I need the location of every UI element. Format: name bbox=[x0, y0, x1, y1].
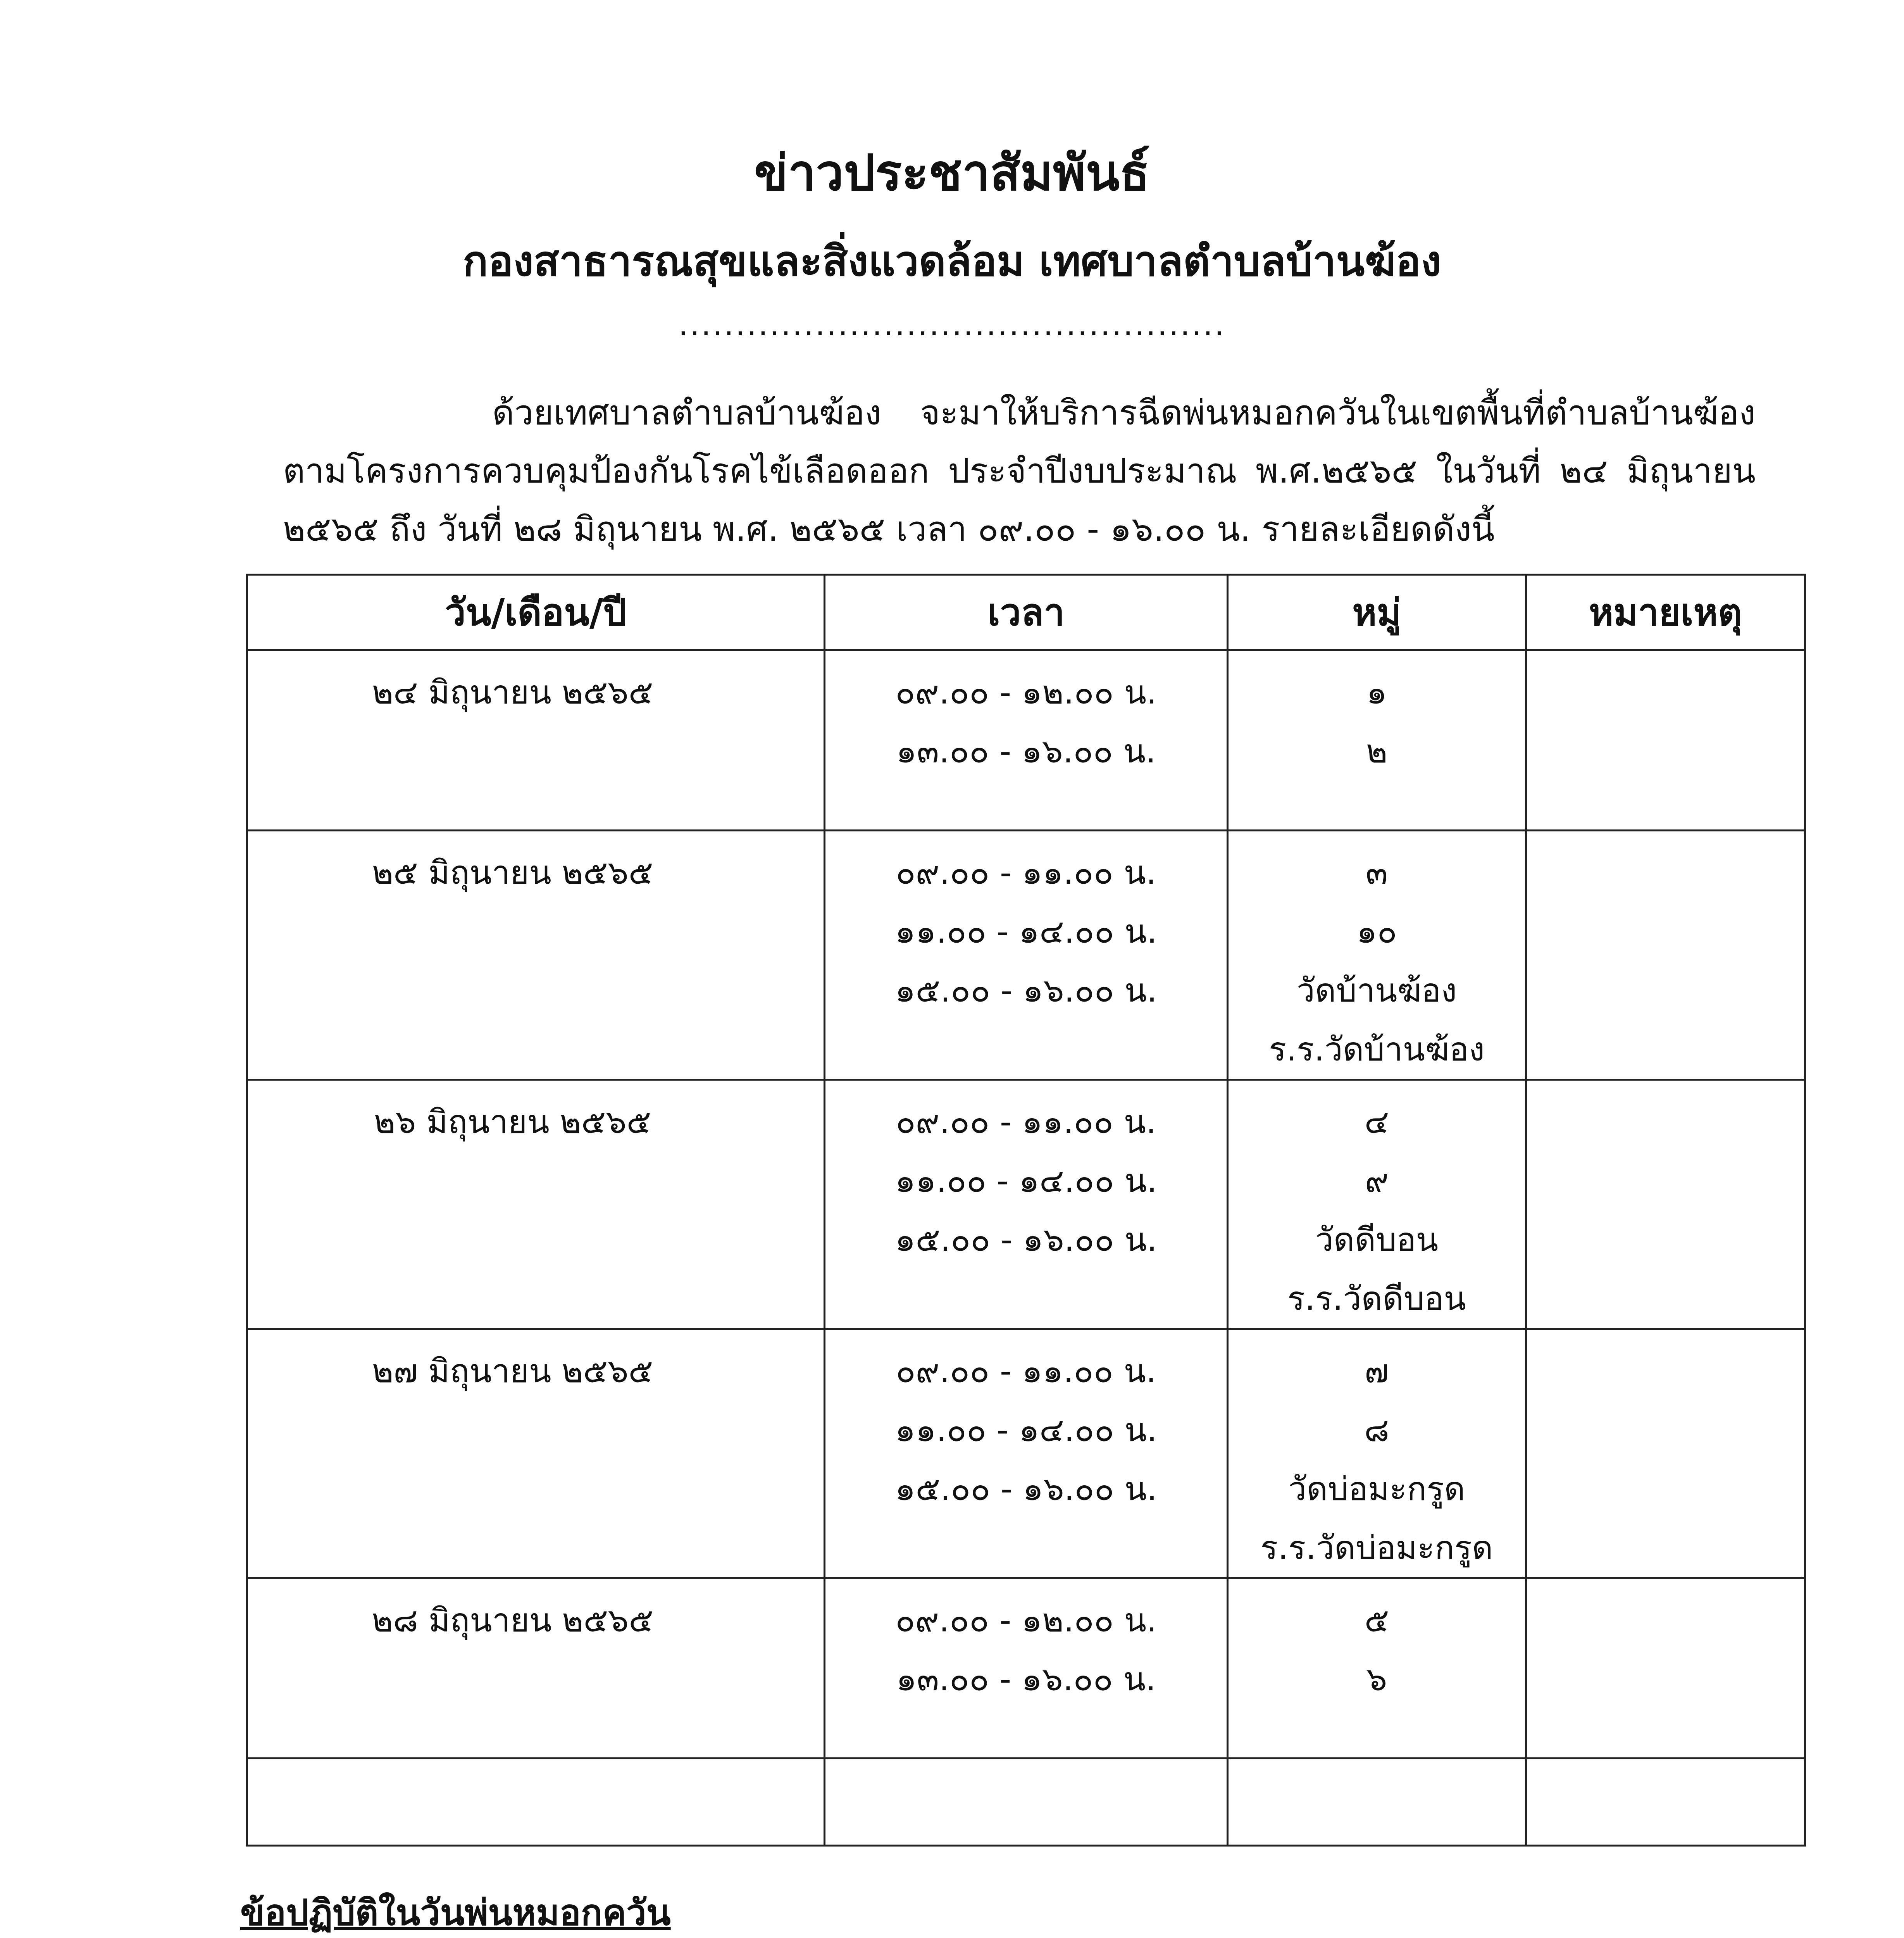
date-text: ๒๘ มิถุนายน ๒๕๖๕ bbox=[372, 1601, 653, 1639]
time-cell bbox=[825, 1080, 1228, 1329]
moo-entry: ๔ bbox=[1364, 1103, 1389, 1141]
moo-cell bbox=[1228, 1578, 1526, 1759]
intro-line-2: ตามโครงการควบคุมป้องกันโรคไข้เลือดออก ประจำปีงบประมาณ พ.ศ.๒๕๖๕ ในวันที่ ๒๔ มิถุนายน bbox=[283, 451, 1756, 491]
moo-entry: ๕ bbox=[1364, 1601, 1389, 1639]
moo-entry: ๑ bbox=[1366, 673, 1387, 711]
time-slot: ๑๕.๐๐ - ๑๖.๐๐ น. bbox=[895, 971, 1157, 1009]
time-slot: ๐๙.๐๐ - ๑๒.๐๐ น. bbox=[895, 673, 1157, 711]
intro-line-1: ด้วยเทศบาลตำบลบ้านฆ้อง จะมาให้บริการฉีดพ่นหมอกควันในเขตพื้นที่ตำบลบ้านฆ้อง bbox=[492, 393, 1756, 433]
date-text: ๒๕ มิถุนายน ๒๕๖๕ bbox=[372, 853, 653, 891]
empty-cell bbox=[247, 1759, 825, 1846]
time-slot: ๐๙.๐๐ - ๑๒.๐๐ น. bbox=[895, 1601, 1157, 1639]
rules-heading: ข้อปฏิบัติในวันพ่นหมอกควัน bbox=[240, 1892, 671, 1933]
note-cell bbox=[1526, 650, 1805, 831]
table-header-row bbox=[247, 575, 1805, 650]
intro-paragraph bbox=[283, 384, 1756, 558]
table-row-empty bbox=[247, 1759, 1805, 1846]
empty-cell bbox=[1228, 1759, 1526, 1846]
moo-cell bbox=[1228, 831, 1526, 1080]
moo-entry: ๒ bbox=[1366, 732, 1388, 770]
moo-entry: ร.ร.วัดดีบอน bbox=[1287, 1279, 1466, 1317]
title-separator: ................................................ bbox=[678, 307, 1226, 343]
moo-entry: วัดบ้านฆ้อง bbox=[1296, 971, 1457, 1009]
moo-entry: ร.ร.วัดบ่อมะกรูด bbox=[1260, 1529, 1493, 1567]
time-cell bbox=[825, 1329, 1228, 1578]
table-row bbox=[247, 650, 1805, 831]
note-cell bbox=[1526, 1329, 1805, 1578]
time-slot: ๑๕.๐๐ - ๑๖.๐๐ น. bbox=[895, 1470, 1157, 1508]
moo-entry: ๗ bbox=[1364, 1352, 1389, 1390]
date-text: ๒๔ มิถุนายน ๒๕๖๕ bbox=[372, 673, 653, 711]
date-cell bbox=[247, 1578, 825, 1759]
column-header-note: หมายเหตุ bbox=[1526, 575, 1805, 650]
moo-entry: วัดดีบอน bbox=[1315, 1221, 1439, 1259]
column-header-time: เวลา bbox=[825, 575, 1228, 650]
moo-entry: ๘ bbox=[1364, 1411, 1389, 1449]
note-cell bbox=[1526, 1578, 1805, 1759]
time-slot: ๐๙.๐๐ - ๑๑.๐๐ น. bbox=[896, 1352, 1156, 1390]
moo-entry: ร.ร.วัดบ้านฆ้อง bbox=[1268, 1030, 1485, 1068]
time-slot: ๑๕.๐๐ - ๑๖.๐๐ น. bbox=[895, 1221, 1157, 1259]
moo-entry: วัดบ่อมะกรูด bbox=[1288, 1470, 1465, 1508]
time-slot: ๑๓.๐๐ - ๑๖.๐๐ น. bbox=[896, 732, 1156, 770]
table-row bbox=[247, 1329, 1805, 1578]
schedule-table bbox=[246, 574, 1806, 1847]
time-cell bbox=[825, 831, 1228, 1080]
moo-entry: ๓ bbox=[1365, 853, 1388, 891]
date-cell bbox=[247, 1329, 825, 1578]
moo-cell bbox=[1228, 1329, 1526, 1578]
column-header-date: วัน/เดือน/ปี bbox=[247, 575, 825, 650]
time-slot: ๑๑.๐๐ - ๑๔.๐๐ น. bbox=[895, 912, 1157, 950]
intro-line-3: ๒๕๖๕ ถึง วันที่ ๒๘ มิถุนายน พ.ศ. ๒๕๖๕ เวลา ๐๙.๐๐ - ๑๖.๐๐ น. รายละเอียดดังนี้ bbox=[283, 509, 1495, 549]
time-cell bbox=[825, 650, 1228, 831]
moo-cell bbox=[1228, 1080, 1526, 1329]
page-subtitle: กองสาธารณสุขและสิ่งแวดล้อม เทศบาลตำบลบ้านฆ้อง bbox=[462, 237, 1442, 286]
column-header-moo: หมู่ bbox=[1228, 575, 1526, 650]
date-cell bbox=[247, 1080, 825, 1329]
date-cell bbox=[247, 831, 825, 1080]
moo-cell bbox=[1228, 650, 1526, 831]
date-text: ๒๖ มิถุนายน ๒๕๖๕ bbox=[374, 1103, 651, 1141]
time-slot: ๐๙.๐๐ - ๑๑.๐๐ น. bbox=[896, 853, 1156, 891]
note-cell bbox=[1526, 1080, 1805, 1329]
note-cell bbox=[1526, 831, 1805, 1080]
time-slot: ๑๑.๐๐ - ๑๔.๐๐ น. bbox=[895, 1411, 1157, 1449]
empty-cell bbox=[825, 1759, 1228, 1846]
moo-entry: ๙ bbox=[1365, 1162, 1389, 1200]
moo-entry: ๖ bbox=[1366, 1660, 1387, 1698]
table-row bbox=[247, 1578, 1805, 1759]
time-slot: ๑๓.๐๐ - ๑๖.๐๐ น. bbox=[896, 1660, 1156, 1698]
time-slot: ๑๑.๐๐ - ๑๔.๐๐ น. bbox=[895, 1162, 1157, 1200]
table-row bbox=[247, 831, 1805, 1080]
date-cell bbox=[247, 650, 825, 831]
moo-entry: ๑๐ bbox=[1356, 912, 1397, 950]
empty-cell bbox=[1526, 1759, 1805, 1846]
time-slot: ๐๙.๐๐ - ๑๑.๐๐ น. bbox=[896, 1103, 1156, 1141]
date-text: ๒๗ มิถุนายน ๒๕๖๕ bbox=[372, 1352, 653, 1390]
time-cell bbox=[825, 1578, 1228, 1759]
table-row bbox=[247, 1080, 1805, 1329]
page-title: ข่าวประชาสัมพันธ์ bbox=[754, 144, 1150, 202]
